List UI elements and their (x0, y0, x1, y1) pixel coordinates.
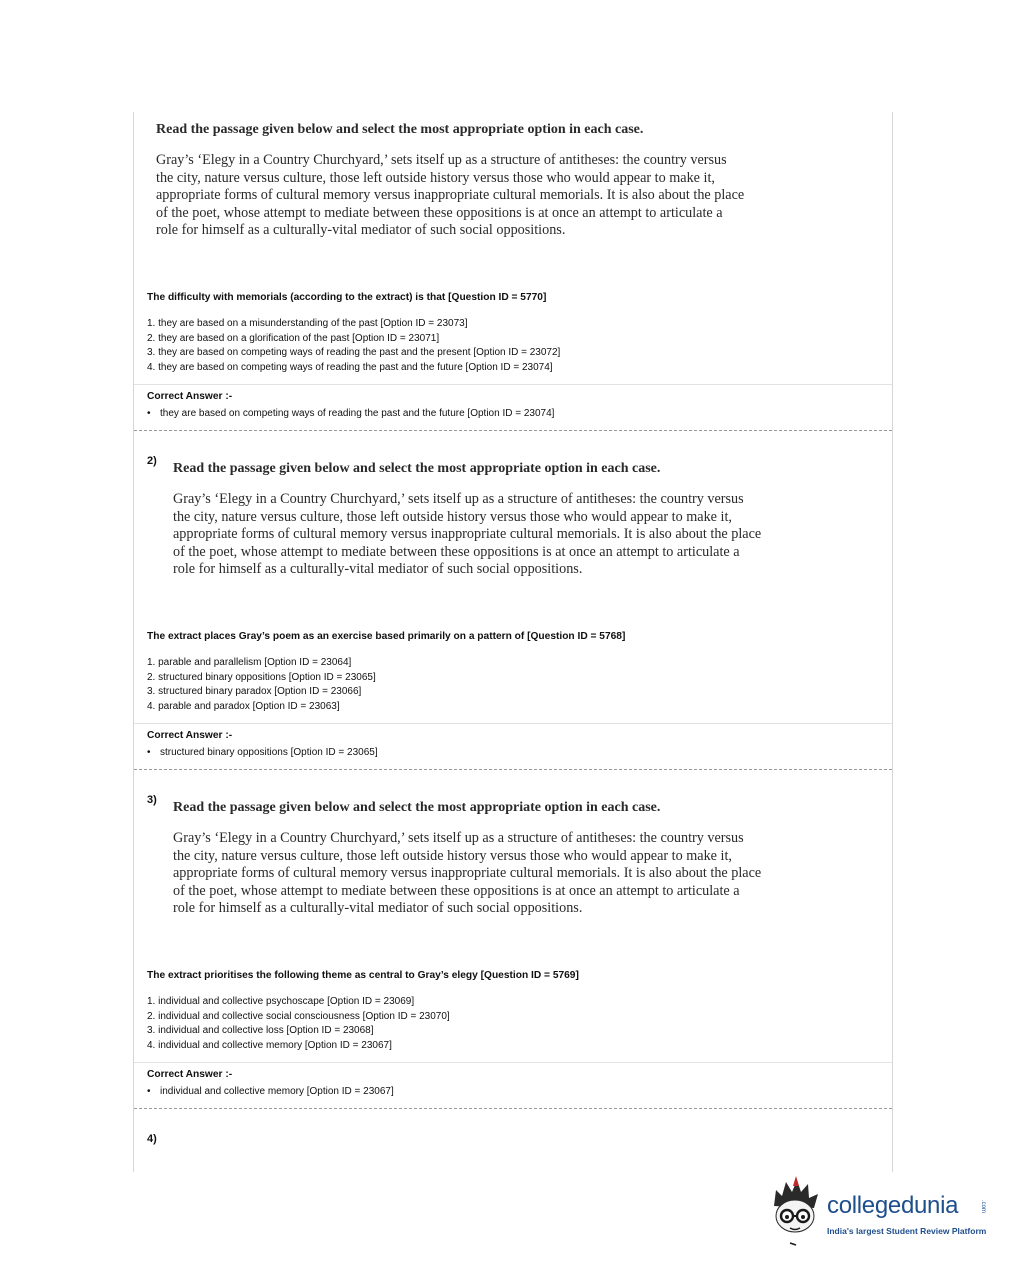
correct-answer (147, 408, 554, 419)
option-item: 2. structured binary oppositions [Option ID = 23065] (147, 671, 376, 683)
correct-answer-label: Correct Answer :- (147, 730, 233, 741)
mascot-icon (766, 1176, 826, 1246)
question-separator (134, 769, 892, 770)
brand-name: collegedunia (827, 1192, 959, 1219)
passage-instruction: Read the passage given below and select the most appropriate option in each case. (173, 800, 661, 815)
passage-1 (156, 122, 746, 240)
question-number: 4) (147, 1133, 157, 1145)
option-item: 4. parable and paradox [Option ID = 23063] (147, 701, 340, 713)
option-item: 1. they are based on a misunderstanding of the past [Option ID = 23073] (147, 318, 468, 329)
bullet-icon: • (147, 408, 151, 419)
correct-answer (147, 1086, 394, 1097)
question-text: The extract places Gray’s poem as an exercise based primarily on a pattern of [Question ID = 5768] (147, 631, 626, 642)
option-item: 3. individual and collective loss [Option ID = 23068] (147, 1025, 374, 1037)
correct-answer-text: individual and collective memory [Option ID = 23067] (160, 1086, 394, 1097)
correct-answer-text: structured binary oppositions [Option ID = 23065] (160, 747, 378, 758)
divider (134, 723, 892, 724)
passage-text: Gray’s ‘Elegy in a Country Churchyard,’ sets itself up as a structure of antitheses: the country versus the city, nature versus culture, those left outside history versus those who would appear to make it, appropriate forms of cultural memory versus inappropriate cultural memorials. It is also about the place of the poet, whose attempt to mediate between these oppositions is at once an attempt to articulate a role for himself as a culturally-vital mediator of such social oppositions. (156, 152, 745, 239)
brand-tagline: India's largest Student Review Platform (827, 1226, 987, 1236)
correct-answer-text: they are based on competing ways of reading the past and the future [Option ID = 23074] (160, 408, 555, 419)
correct-answer (147, 747, 378, 758)
question-text: The difficulty with memorials (according to the extract) is that [Question ID = 5770] (147, 292, 547, 303)
question-separator (134, 430, 892, 431)
correct-answer-label: Correct Answer :- (147, 1069, 233, 1080)
correct-answer-label: Correct Answer :- (147, 391, 233, 402)
passage-text: Gray’s ‘Elegy in a Country Churchyard,’ sets itself up as a structure of antitheses: the country versus the city, nature versus culture, those left outside history versus those who would appear to make it, appropriate forms of cultural memory versus inappropriate cultural memorials. It is also about the place of the poet, whose attempt to mediate between these oppositions is at once an attempt to articulate a role for himself as a culturally-vital mediator of such social oppositions. (173, 491, 762, 578)
option-list (147, 656, 376, 715)
passage-instruction: Read the passage given below and select the most appropriate option in each case. (156, 122, 644, 137)
option-item: 3. structured binary paradox [Option ID = 23066] (147, 686, 362, 698)
question-text: The extract prioritises the following theme as central to Gray’s elegy [Question ID = 5769] (147, 970, 579, 981)
question-paper (133, 112, 893, 1172)
option-item: 4. individual and collective memory [Option ID = 23067] (147, 1040, 392, 1052)
bullet-icon: • (147, 747, 151, 758)
option-item: 4. they are based on competing ways of reading the past and the future [Option ID = 23074] (147, 362, 553, 374)
divider (134, 1062, 892, 1063)
collegedunia-logo (766, 1176, 996, 1246)
brand-domain: .com (980, 1200, 986, 1214)
option-item: 1. parable and parallelism [Option ID = 23064] (147, 657, 352, 668)
passage-3 (173, 800, 763, 918)
option-list (147, 317, 560, 376)
option-list (147, 995, 450, 1054)
passage-2 (173, 461, 763, 579)
divider (134, 384, 892, 385)
question-separator (134, 1108, 892, 1109)
passage-instruction: Read the passage given below and select the most appropriate option in each case. (173, 461, 661, 476)
option-item: 2. individual and collective social consciousness [Option ID = 23070] (147, 1010, 450, 1022)
option-item: 3. they are based on competing ways of reading the past and the present [Option ID = 23072] (147, 347, 561, 359)
passage-text: Gray’s ‘Elegy in a Country Churchyard,’ sets itself up as a structure of antitheses: the country versus the city, nature versus culture, those left outside history versus those who would appear to make it, appropriate forms of cultural memory versus inappropriate cultural memorials. It is also about the place of the poet, whose attempt to mediate between these oppositions is at once an attempt to articulate a role for himself as a culturally-vital mediator of such social oppositions. (173, 830, 762, 917)
bullet-icon: • (147, 1086, 151, 1097)
question-number: 2) (147, 455, 157, 467)
option-item: 2. they are based on a glorification of the past [Option ID = 23071] (147, 332, 440, 344)
option-item: 1. individual and collective psychoscape [Option ID = 23069] (147, 996, 415, 1007)
question-number: 3) (147, 794, 157, 806)
